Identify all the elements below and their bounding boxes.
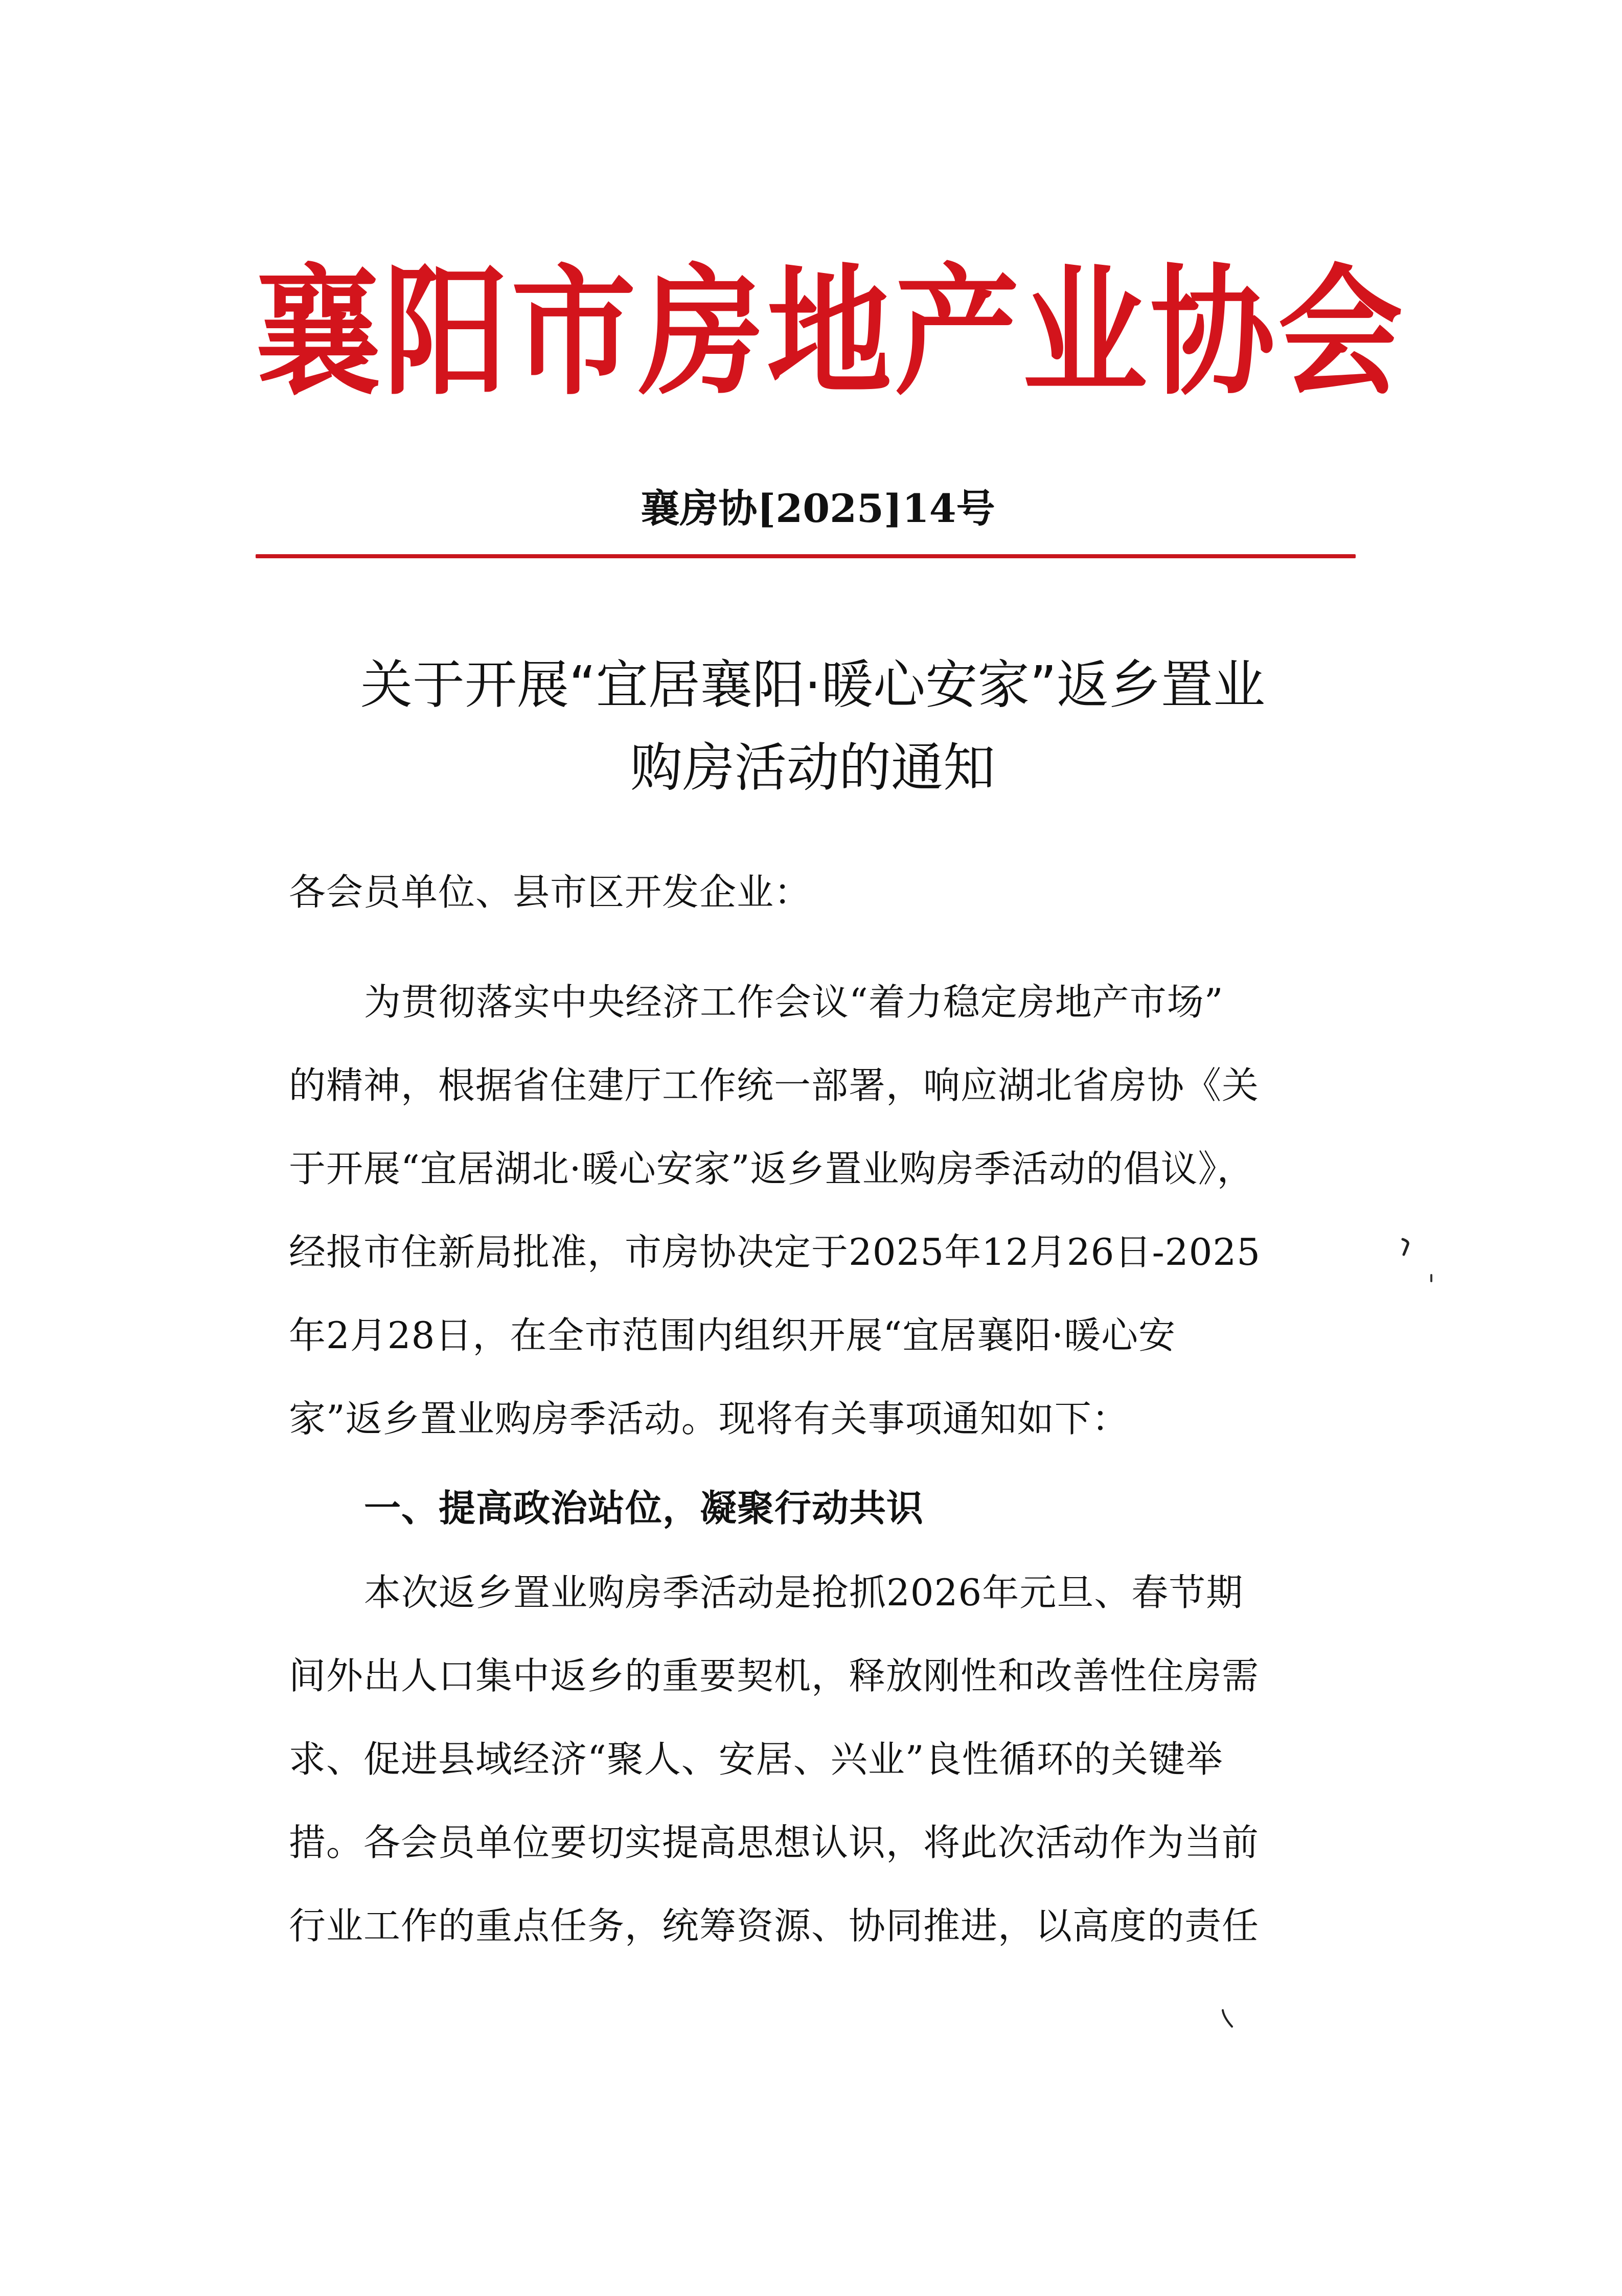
document-number: 襄房协[2025]14号 — [641, 486, 995, 531]
document-title — [256, 644, 1370, 810]
paragraph-line: 本次返乡置业购房季活动是抢抓2026年元旦、春节期 — [364, 1571, 1244, 1614]
paragraph-line: 家”返乡置业购房季活动。现将有关事项通知如下： — [289, 1397, 1129, 1440]
paragraph-line: 求、促进县域经济“聚人、安居、兴业”良性循环的关键举 — [289, 1738, 1223, 1781]
title-line-1: 关于开展“宜居襄阳·暖心安家”返乡置业 — [360, 655, 1266, 716]
paragraph-line: 经报市住新局批准，市房协决定于2025年12月26日-2025 — [289, 1231, 1261, 1274]
paragraph-line: 的精神，根据省住建厅工作统一部署，响应湖北省房协《关 — [289, 1064, 1260, 1107]
paragraph-line: 措。各会员单位要切实提高思想认识，将此次活动作为当前 — [289, 1821, 1260, 1864]
paragraph-line: 于开展“宜居湖北·暖心安家”返乡置业购房季活动的倡议》， — [289, 1147, 1254, 1190]
paragraph-line: 间外出人口集中返乡的重要契机，释放刚性和改善性住房需 — [289, 1654, 1260, 1697]
organization-header: 襄阳市房地产业协会 — [256, 249, 1406, 415]
red-divider-line — [256, 554, 1356, 558]
title-line-2: 购房活动的通知 — [630, 738, 995, 799]
salutation: 各会员单位、县市区开发企业： — [289, 871, 812, 914]
paragraph-line: 行业工作的重点任务，统筹资源、协同推进，以高度的责任 — [289, 1904, 1260, 1947]
paragraph-line: 年2月28日，在全市范围内组织开展“宜居襄阳·暖心安 — [289, 1314, 1176, 1357]
section-heading: 一、提高政治站位，凝聚行动共识 — [364, 1486, 924, 1530]
paragraph-line: 为贯彻落实中央经济工作会议“着力稳定房地产市场” — [364, 981, 1224, 1024]
